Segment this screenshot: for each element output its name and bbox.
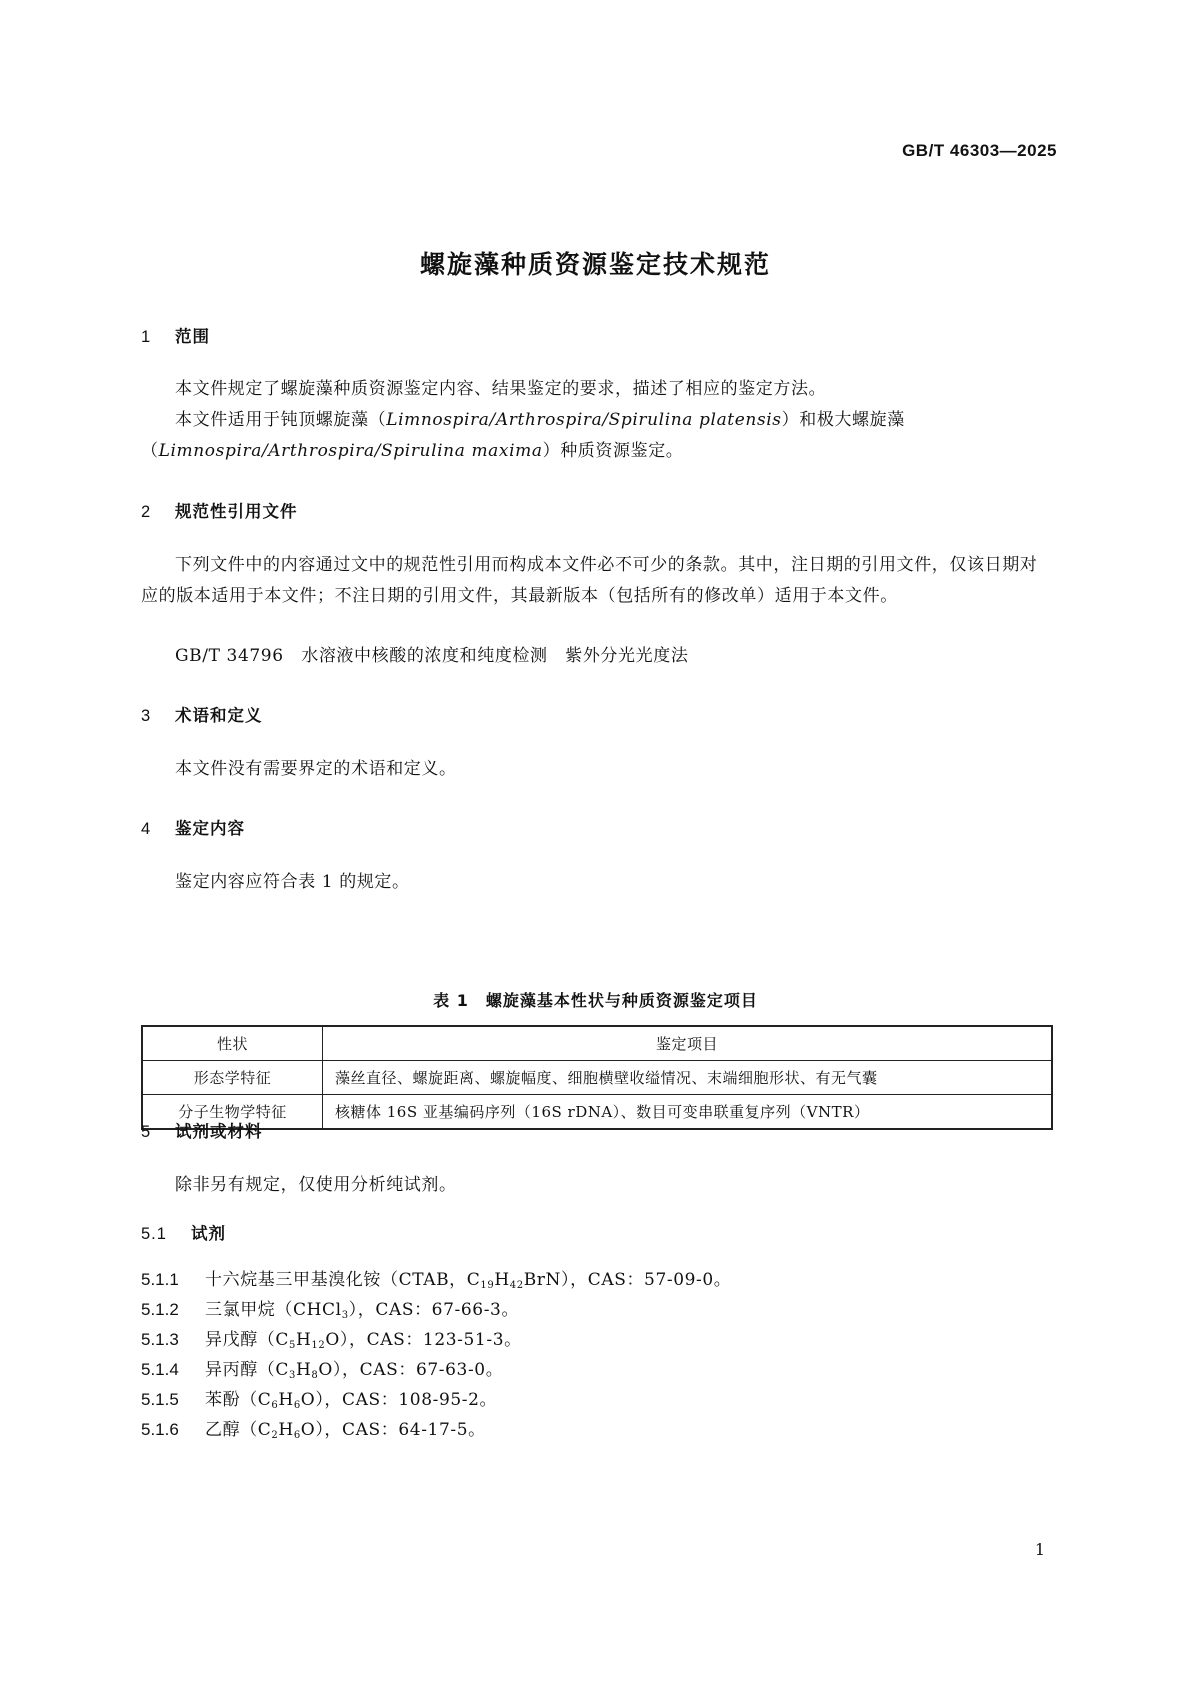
text-run: 异丙醇（C — [205, 1360, 290, 1380]
subscript: 2 — [271, 1430, 279, 1441]
reagent-item — [141, 1265, 731, 1291]
section-title: 试剂 — [191, 1224, 226, 1243]
table-row — [142, 1095, 1052, 1130]
section-4-paragraph-1: 鉴定内容应符合表 1 的规定。 — [175, 872, 410, 892]
standard-prefix: GB/T — [902, 141, 945, 160]
reagent-item — [141, 1295, 519, 1321]
text-run: H — [494, 1270, 510, 1290]
item-number: 5.1.1 — [141, 1270, 179, 1289]
subscript: 5 — [289, 1340, 296, 1351]
text-run: ）种质资源鉴定。 — [542, 441, 684, 461]
normative-reference: GB/T 34796 水溶液中核酸的浓度和纯度检测 紫外分光光度法 — [175, 646, 689, 666]
table-header-cell: 鉴定项目 — [323, 1026, 1053, 1061]
text-run: O），CAS：67-63-0。 — [318, 1360, 504, 1380]
subscript: 42 — [509, 1280, 524, 1291]
section-number: 5.1 — [141, 1225, 167, 1243]
section-5-1-heading — [141, 1220, 226, 1244]
text-run: H — [295, 1330, 312, 1350]
section-title: 范围 — [175, 327, 210, 346]
section-1-paragraph-2 — [141, 405, 1053, 467]
section-number: 5 — [141, 1123, 152, 1141]
item-number: 5.1.6 — [141, 1420, 179, 1439]
document-title: 螺旋藻种质资源鉴定技术规范 — [419, 250, 771, 279]
item-number: 5.1.4 — [141, 1360, 179, 1379]
text-run: 苯酚（C — [205, 1390, 272, 1410]
section-title: 试剂或材料 — [175, 1122, 263, 1141]
subscript: 12 — [311, 1340, 326, 1351]
table-row — [142, 1061, 1052, 1095]
standard-number: 46303—2025 — [949, 141, 1057, 160]
text-run: O），CAS：64-17-5。 — [300, 1420, 486, 1440]
subscript: 6 — [271, 1400, 279, 1411]
section-title: 鉴定内容 — [175, 819, 245, 838]
table-header-cell: 性状 — [142, 1026, 323, 1061]
section-5-paragraph-1: 除非另有规定，仅使用分析纯试剂。 — [175, 1175, 457, 1195]
section-4-heading — [141, 815, 245, 839]
section-3-heading — [141, 702, 263, 726]
table-1 — [141, 1025, 1053, 1130]
species-name-maxima: Limnospira/Arthrospira/Spirulina maxima — [158, 441, 543, 461]
table-cell: 核糖体 16S 亚基编码序列（16S rDNA）、数目可变串联重复序列（VNTR） — [323, 1095, 1053, 1130]
subscript: 8 — [311, 1370, 319, 1381]
text-run: H — [295, 1360, 312, 1380]
item-number: 5.1.3 — [141, 1330, 179, 1349]
table-cell: 分子生物学特征 — [142, 1095, 323, 1130]
text-run: 三氯甲烷（CHCl — [205, 1300, 342, 1320]
reagent-item — [141, 1355, 503, 1381]
reagent-item — [141, 1415, 486, 1441]
table-1-caption: 表 1 螺旋藻基本性状与种质资源鉴定项目 — [433, 991, 758, 1010]
text-run: H — [278, 1390, 294, 1410]
text-run: 十六烷基三甲基溴化铵（CTAB，C — [205, 1270, 481, 1290]
text-run: 本文件适用于钝顶螺旋藻（ — [175, 410, 387, 430]
section-number: 2 — [141, 503, 152, 521]
subscript: 3 — [289, 1370, 296, 1381]
section-1-paragraph-1: 本文件规定了螺旋藻种质资源鉴定内容、结果鉴定的要求，描述了相应的鉴定方法。 — [175, 379, 827, 399]
section-2-heading — [141, 498, 298, 522]
section-2-paragraph-1: 下列文件中的内容通过文中的规范性引用而构成本文件必不可少的条款。其中，注日期的引用文件，仅该日期对应的版本适用于本文件；不注日期的引用文件，其最新版本（包括所有的修改单）适用于本文件。 — [141, 555, 1038, 606]
section-3-paragraph-1: 本文件没有需要界定的术语和定义。 — [175, 759, 457, 779]
subscript: 6 — [293, 1400, 301, 1411]
section-title: 术语和定义 — [175, 706, 263, 725]
text-run: O），CAS：108-95-2。 — [300, 1390, 498, 1410]
section-1-heading — [141, 323, 210, 347]
text-run: 异戊醇（C — [205, 1330, 290, 1350]
text-run: ），CAS：67-66-3。 — [348, 1300, 520, 1320]
section-5-heading — [141, 1118, 263, 1142]
page-number: 1 — [1034, 1540, 1045, 1559]
standard-code — [902, 141, 1057, 161]
table-cell: 藻丝直径、螺旋距离、螺旋幅度、细胞横壁收缢情况、末端细胞形状、有无气囊 — [323, 1061, 1053, 1095]
item-number: 5.1.2 — [141, 1300, 179, 1319]
section-title: 规范性引用文件 — [175, 502, 298, 521]
table-cell: 形态学特征 — [142, 1061, 323, 1095]
section-number: 1 — [141, 328, 152, 346]
text-run: H — [278, 1420, 294, 1440]
subscript: 19 — [480, 1280, 495, 1291]
reagent-item — [141, 1325, 522, 1351]
text-run: O），CAS：123-51-3。 — [325, 1330, 522, 1350]
section-number: 3 — [141, 707, 152, 725]
item-number: 5.1.5 — [141, 1390, 179, 1409]
subscript: 6 — [293, 1430, 301, 1441]
section-number: 4 — [141, 820, 152, 838]
species-name-platensis: Limnospira/Arthrospira/Spirulina platensis — [386, 410, 782, 430]
text-run: BrN），CAS：57-09-0。 — [523, 1270, 732, 1290]
reagent-item — [141, 1385, 497, 1411]
text-run: ）和极大螺旋藻（ — [141, 410, 905, 461]
text-run: 乙醇（C — [205, 1420, 272, 1440]
subscript: 3 — [341, 1310, 349, 1321]
table-header-row — [142, 1026, 1052, 1061]
